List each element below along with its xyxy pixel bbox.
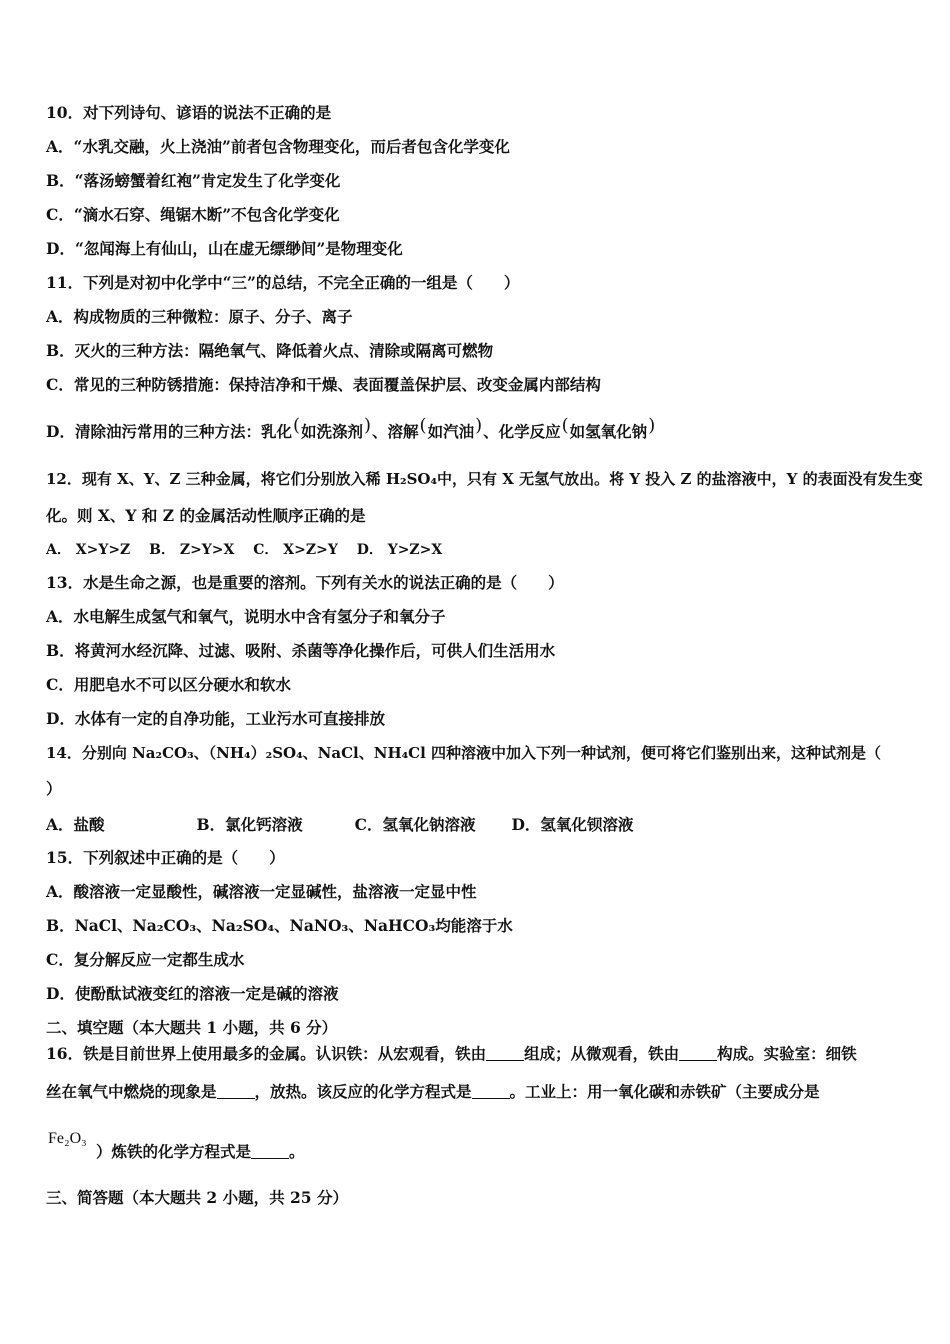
q11-option-c: C．常见的三种防锈措施：保持洁净和干燥、表面覆盖保护层、改变金属内部结构 [46, 375, 601, 394]
q15-option-d: D．使酚酞试液变红的溶液一定是碱的溶液 [46, 984, 339, 1003]
q15-stem: 15．下列叙述中正确的是（ ） [46, 848, 285, 867]
q16-formula-fe2o3: Fe₂O₃ [48, 1130, 87, 1147]
q10-stem: 10．对下列诗句、谚语的说法不正确的是 [46, 103, 332, 122]
q15-option-c: C．复分解反应一定都生成水 [46, 950, 245, 969]
q14-options [46, 815, 677, 835]
q16-text-2a: 丝在氧气中燃烧的现象是 [46, 1082, 217, 1101]
q13-option-b: B．将黄河水经沉降、过滤、吸附、杀菌等净化操作后，可供人们生活用水 [46, 641, 556, 660]
q11-option-b: B．灭火的三种方法：隔绝氧气、降低着火点、清除或隔离可燃物 [46, 341, 494, 360]
q16-text-1c: 构成。实验室：细铁 [717, 1044, 857, 1063]
q14-option-a: A．盐酸 [46, 815, 105, 834]
q11-d-sep-2: 、化学反应 [483, 422, 561, 441]
q16-text-2c: 。工业上：用一氧化碳和赤铁矿（主要成分是 [509, 1082, 820, 1101]
q16-text-2b: ，放热。该反应的化学方程式是 [254, 1082, 472, 1101]
answer-blank[interactable] [679, 1046, 717, 1061]
answer-blank[interactable] [251, 1144, 289, 1159]
q15-option-a: A．酸溶液一定显酸性，碱溶液一定显碱性，盐溶液一定显中性 [46, 882, 477, 901]
q11-d-sep-1: 、溶解 [372, 422, 419, 441]
q14-option-d: D．氢氧化钡溶液 [511, 815, 634, 834]
q16-line-2 [46, 1082, 820, 1102]
q13-stem: 13．水是生命之源，也是重要的溶剂。下列有关水的说法正确的是（ ） [46, 573, 564, 592]
q10-option-b: B．“落汤螃蟹着红袍”肯定发生了化学变化 [46, 171, 341, 190]
q13-option-d: D．水体有一定的自净功能，工业污水可直接排放 [46, 709, 385, 728]
q11-d-method-1: 如洗涤剂 [300, 422, 363, 441]
q12-line-1: 12．现有 X、Y、Z 三种金属，将它们分别放入稀 H₂SO₄中，只有 X 无氢气放出。将 Y 投入 Z 的盐溶液中，Y 的表面没有发生变 [46, 470, 923, 488]
q11-d-method-3: 如氢氧化钠 [569, 422, 648, 441]
q13-option-a: A．水电解生成氢气和氧气，说明水中含有氢分子和氧分子 [46, 607, 446, 626]
q10-option-c: C．“滴水石穿、绳锯木断”不包含化学变化 [46, 205, 340, 224]
q12-line-2: 化。则 X、Y 和 Z 的金属活动性顺序正确的是 [46, 506, 366, 525]
q14-option-c: C．氢氧化钠溶液 [354, 815, 476, 834]
section-2-heading: 二、填空题（本大题共 1 小题，共 6 分） [46, 1018, 338, 1037]
answer-blank[interactable] [217, 1084, 255, 1099]
q15-option-b: B．NaCl、Na₂CO₃、Na₂SO₄、NaNO₃、NaHCO₃均能溶于水 [46, 916, 513, 935]
q11-option-a: A．构成物质的三种微粒：原子、分子、离子 [46, 307, 353, 326]
answer-blank[interactable] [472, 1084, 510, 1099]
q11-d-method-2: 如汽油 [427, 422, 475, 441]
q12-options: A． X>Y>Z B． Z>Y>X C． X>Z>Y D． Y>Z>X [46, 542, 443, 558]
q14-line-2: ） [46, 779, 62, 798]
q16-text-1b: 组成；从微观看，铁由 [524, 1044, 680, 1063]
q10-option-d: D．“忽闻海上有仙山，山在虚无缥缈间”是物理变化 [46, 239, 403, 258]
section-3-heading: 三、简答题（本大题共 2 小题，共 25 分） [46, 1188, 348, 1207]
q16-line-1 [46, 1044, 857, 1064]
q10-option-a: A．“水乳交融，火上浇油”前者包含物理变化，而后者包含化学变化 [46, 137, 510, 156]
q11-option-d: D．清除油污常用的三种方法：乳化(如洗涤剂)、溶解(如汽油)、化学反应(如氢氧化钠) [46, 415, 656, 441]
q16-text-1a: 16．铁是目前世界上使用最多的金属。认识铁：从宏观看，铁由 [46, 1044, 487, 1063]
q16-line-3 [96, 1142, 305, 1162]
q14-line-1: 14．分别向 Na₂CO₃、（NH₄）₂SO₄、NaCl、NH₄Cl 四种溶液中加入下列一种试剂，便可将它们鉴别出来，这种试剂是（ [46, 744, 882, 762]
q16-text-3a: ）炼铁的化学方程式是 [96, 1142, 252, 1161]
q13-option-c: C．用肥皂水不可以区分硬水和软水 [46, 675, 291, 694]
answer-blank[interactable] [486, 1046, 524, 1061]
q11-d-prefix: D．清除油污常用的三种方法：乳化 [46, 422, 292, 441]
q16-text-3b: 。 [289, 1142, 305, 1161]
q14-option-b: B．氯化钙溶液 [196, 815, 303, 834]
q11-stem: 11．下列是对初中化学中“三”的总结，不完全正确的一组是（ ） [46, 273, 520, 292]
